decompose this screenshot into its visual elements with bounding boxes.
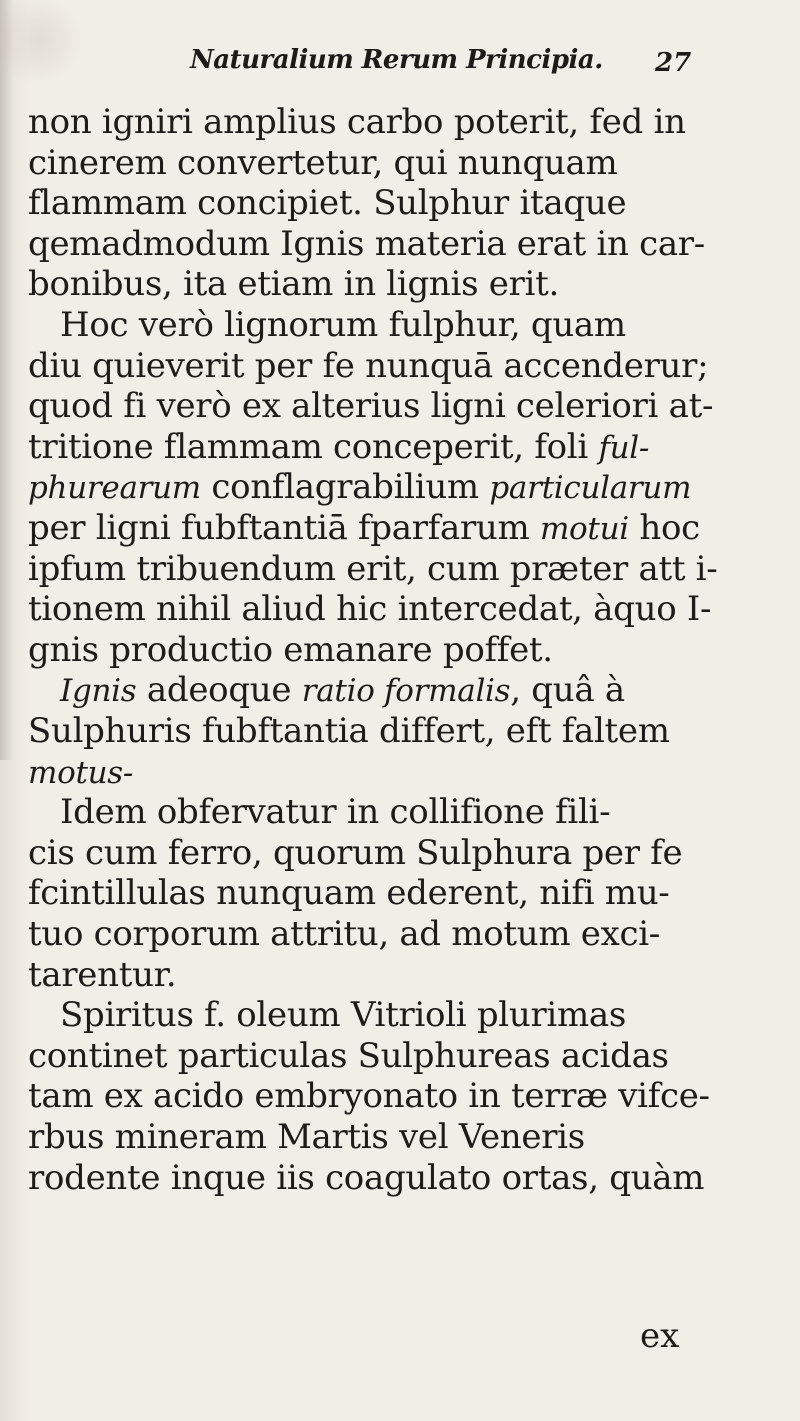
line-text: tarentur. — [28, 954, 177, 995]
line-text: tritione flammam conceperit, foli — [28, 426, 599, 467]
line-text: Hoc verò lignorum fulphur, quam — [60, 305, 626, 345]
text-line — [28, 183, 626, 223]
text-line — [28, 1117, 585, 1157]
line-text: flammam concipiet. Sulphur itaque — [28, 183, 627, 224]
line-text: Idem obfervatur in collifione fili- — [60, 792, 611, 833]
text-line — [28, 386, 713, 426]
line-text: Spiritus f. oleum Vitrioli plurimas — [60, 995, 627, 1036]
line-text: fcintillulas nunquam ederent, nifi mu- — [28, 873, 670, 914]
line-text: rodente inque iis coagulato ortas, quàm — [28, 1157, 705, 1198]
line-text: diu quieverit per fe nunquā accenderur; — [28, 345, 709, 386]
text-line — [28, 467, 691, 508]
text-line — [28, 589, 711, 629]
line-text: bonibus, ita etiam in lignis erit. — [28, 264, 559, 305]
text-line — [28, 833, 682, 873]
text-line — [28, 346, 708, 386]
line-text: adeoque — [136, 670, 302, 711]
text-line — [28, 102, 686, 142]
text-line — [60, 670, 625, 711]
line-text: cis cum ferro, quorum Sulphura per fe — [28, 832, 683, 873]
italic-term: particularum — [489, 470, 692, 507]
italic-term: motui — [539, 511, 629, 547]
catchword: ex — [640, 1316, 680, 1356]
page-gutter-shadow — [0, 0, 14, 760]
italic-term: Ignis — [60, 673, 137, 710]
text-line — [28, 508, 700, 549]
text-line — [28, 914, 660, 954]
text-line — [28, 873, 669, 913]
line-text: cinerem convertetur, qui nunquam — [28, 142, 618, 183]
line-text: tuo corporum attritu, ad motum exci- — [28, 914, 660, 954]
text-line — [28, 955, 176, 995]
text-line — [60, 792, 610, 832]
italic-term: ratio formalis — [301, 673, 511, 710]
text-line — [28, 143, 617, 183]
line-text: per ligni fubftantiā fparfarum — [28, 508, 540, 548]
line-text: conflagrabilium — [200, 467, 490, 508]
italic-term: motus- — [28, 754, 134, 791]
line-text: non igniri amplius carbo poterit, fed in — [28, 102, 686, 142]
text-line — [28, 427, 649, 468]
line-text: , quâ à — [510, 670, 625, 711]
line-text: Sulphuris fubftantia differt, eft faltem — [28, 711, 670, 751]
text-line — [28, 711, 670, 751]
italic-term: phurearum — [28, 470, 201, 507]
text-line — [60, 305, 626, 345]
page-number: 27 — [655, 48, 692, 78]
text-line — [60, 995, 626, 1035]
text-line — [28, 1158, 704, 1198]
text-line — [28, 752, 133, 793]
line-text: qemadmodum Ignis materia erat in car- — [28, 223, 705, 264]
line-text: tionem nihil aliud hic intercedat, àquo I- — [28, 589, 712, 630]
line-text: continet particulas Sulphureas acidas — [28, 1035, 669, 1076]
line-text: tam ex acido embryonato in terræ vifce- — [28, 1076, 710, 1117]
text-line — [28, 1076, 710, 1116]
line-text: quod fi verò ex alterius ligni celeriori at- — [28, 386, 714, 427]
line-text: ipfum tribuendum erit, cum præter att i- — [28, 548, 718, 589]
line-text: gnis productio emanare poffet. — [28, 629, 553, 670]
italic-term: ful- — [598, 429, 650, 466]
text-line — [28, 549, 717, 589]
text-line — [28, 1036, 669, 1076]
text-line — [28, 630, 553, 670]
text-line — [28, 224, 705, 264]
line-text: hoc — [628, 508, 700, 548]
line-text: rbus mineram Martis vel Veneris — [28, 1117, 585, 1157]
running-title: Naturalium Rerum Principia. — [190, 45, 603, 75]
text-line — [28, 264, 559, 304]
